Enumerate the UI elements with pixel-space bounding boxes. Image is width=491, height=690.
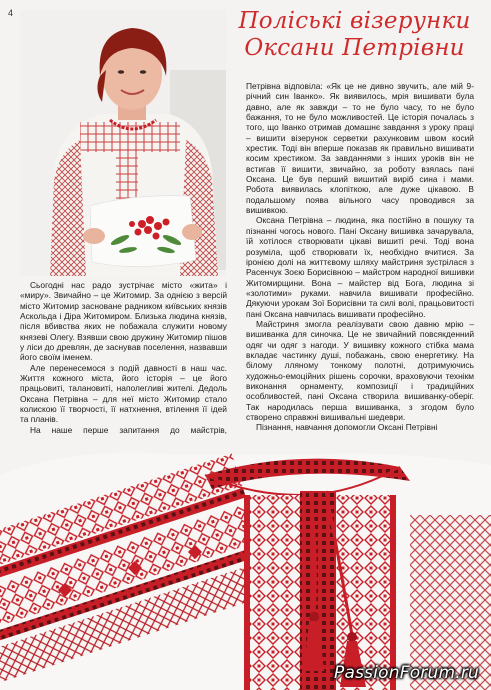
left-paragraph-1: Сьогодні нас радо зустрічає місто «жита» і «миру». Звичайно – це Житомир. За однією з версій місто Житомир засноване радником київських князів Аскольда і Діра Житомиром. Близька людина князів, після вбивства яких не побажала служити новому князеві Олегу. Взявши свою дружину Житомир пішов у ліси до древлян, де заснував поселення, назвавши його своїм іменем. (20, 280, 227, 363)
right-paragraph-3: Майстриня змогла реалізувати свою давню мрію – вишиванка для синочка. Це не звичайний повсякденний одяг чи одяг з нагоди. У вишивку кожного стібка мама вкладає частинку душі, побажань, свою енергетику. На білому лляному тонкому полотні, дотримуючись художньо-емоційних рішень сорочки, враховуючи технікм виконання орнаменту, композиції і традиційних особливостей, пані Оксана створила вишиванку-оберіг. Так народилась перша вишиванка, з згодом було створено справжні вишивальні шедеври. (246, 318, 474, 422)
left-text-column (20, 280, 227, 456)
left-paragraph-3: На наше перше запитання до майстрів, (30, 424, 227, 435)
article-title (232, 8, 477, 62)
left-paragraph-2: Але перенесемося з подій давності в наш час. Життя кожного міста, його історія – це його працьовиті, талановиті, наполегливі жителі. Дедоль Оксана Петрівна – для неї місто Житомир стало колискою її творчості, її натхнення, втілення її ідей та планів. (20, 362, 227, 425)
right-paragraph-1: Петрівна відповіла: «Як це не дивно звучить, але мій 9-річний син Іванко». Як виявилось, мрія вишивати була давно, але як завжди – то не було часу, то не було бажання, то не було можливостей. Це історія почалась з того, що Іванко отримав домашнє завдання з уроку праці – вишити візерунок серветки рахунковим швом косий хрестик. Тоді він вперше показав як правильно вишивати косим хрестиком. За завданнями з інших уроків він не встигав її вишити, звичайно, за роботу взялась пані Оксана. Це був перший вишитий виріб сина і мами. Робота виявилась клопіткою, але дуже цікавою. В подальшому поява вільного часу проводився за вишивкою. (246, 81, 474, 216)
right-text-column (246, 81, 474, 433)
watermark: PassionForum.ru (334, 663, 479, 683)
page-number: 4 (8, 8, 14, 18)
portrait-photo (20, 10, 226, 276)
title-line-2: Оксани Петрівни (244, 35, 465, 61)
title-line-1: Поліські візерунки (238, 8, 471, 34)
embroidered-shirt-illustration (0, 435, 491, 690)
embroidered-shirt-photo (0, 435, 491, 690)
portrait-illustration (20, 10, 226, 276)
right-paragraph-4: Пізнання, навчання допомогли Оксані Петрівні (256, 422, 438, 433)
right-paragraph-2: Оксана Петрівна – людина, яка постійно в пошуку та пізнанні чогось нового. Пані Оксану вишивка зачарувала, їй хотілося створювати цікаві вишиті речі. Тоді вона розуміла, щоб створювати їх, необхідно вчитися. За іронією долі на життєвому шляху майстриня зустрілася з Расенчук Зоєю Борисівною – майстром народної вишивки Житомирщини. Вона – майстер від Бога, людина зі «золотими» руками. навчила вишивати професійно. Дякуючи урокам Зої Борисівни та силі волі, працьовитості пані Оксана навчилась вишивати професійно. (246, 215, 474, 319)
